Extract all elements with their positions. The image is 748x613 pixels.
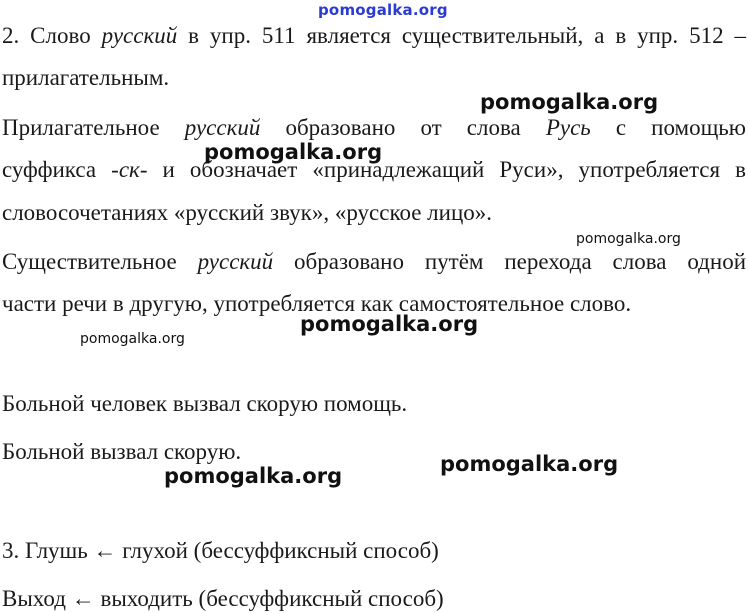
text-fragment: Существительное	[2, 249, 198, 274]
paragraph-5-line-2: Выход ← выходить (бессуффиксный способ)	[2, 586, 444, 611]
paragraph-3-line-1	[2, 114, 746, 142]
paragraph-3-line-3: словосочетаниях «русский звук», «русское лицо».	[2, 200, 493, 225]
italic-word: русский	[197, 249, 274, 274]
watermark: pomogalka.org	[204, 140, 383, 164]
watermark: pomogalka.org	[480, 90, 659, 114]
paragraph-2-line-1	[2, 22, 746, 50]
italic-word: ск	[118, 157, 140, 182]
paragraph-4-line-1	[2, 248, 746, 276]
italic-word: русский	[101, 23, 178, 48]
sentence-2: Больной вызвал скорую.	[2, 439, 242, 464]
watermark: pomogalka.org	[164, 464, 343, 488]
sentence-1: Больной человек вызвал скорую помощь.	[2, 391, 408, 416]
paragraph-4-line-2: части речи в другую, употребляется как самостоятельное слово.	[2, 291, 632, 316]
text-fragment: с помощью	[590, 115, 746, 140]
paragraph-2-line-2: прилагательным.	[2, 65, 170, 90]
watermark: pomogalka.org	[576, 231, 681, 247]
watermark: pomogalka.org	[80, 331, 185, 347]
text-fragment: - и обозначает «принадлежащий Руси», употребляется в	[139, 157, 746, 182]
italic-word: Русь	[545, 115, 591, 140]
text-fragment: суффикса -	[2, 157, 119, 182]
text-fragment: образовано путём перехода слова одной	[273, 249, 746, 274]
paragraph-5-line-1: 3. Глушь ← глухой (бессуффиксный способ)	[2, 538, 439, 563]
text-fragment: в упр. 511 является существительный, а в упр. 512 –	[177, 23, 746, 48]
watermark-top: pomogalka.org	[318, 1, 448, 19]
watermark: pomogalka.org	[300, 312, 479, 336]
text-fragment: Прилагательное	[2, 115, 185, 140]
text-fragment: образовано от слова	[260, 115, 546, 140]
text-fragment: 2. Слово	[2, 23, 102, 48]
italic-word: русский	[184, 115, 261, 140]
watermark: pomogalka.org	[440, 452, 619, 476]
